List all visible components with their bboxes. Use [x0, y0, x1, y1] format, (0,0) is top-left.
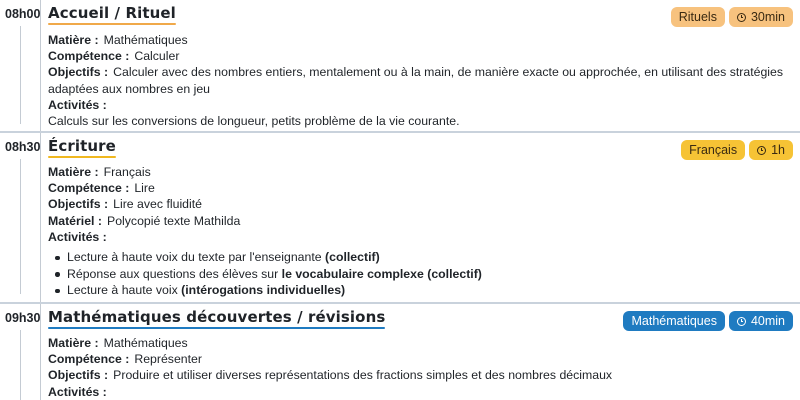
session-title[interactable]: Accueil / Rituel — [48, 4, 176, 22]
title-underline — [48, 327, 385, 329]
time-column — [0, 304, 40, 400]
subject-tag[interactable]: Français — [681, 140, 745, 160]
timeline-line — [20, 330, 21, 400]
session-card-ecriture[interactable] — [0, 133, 800, 302]
session-card-accueil[interactable] — [0, 0, 800, 132]
title-underline — [48, 23, 176, 25]
row-objectifs: Objectifs : Calculer avec des nombres entiers, mentalement ou à la main, de manière exacte ou approchée, en utilisant des stratégies adaptées aux nombres en jeu — [48, 65, 784, 96]
column-separator — [40, 304, 41, 400]
duration-tag[interactable]: 1h — [749, 140, 793, 160]
session-title[interactable]: Mathématiques découvertes / révisions — [48, 308, 385, 326]
activities-list — [48, 249, 792, 299]
activites-text: Calculs sur les conversions de longueur, petits problème de la vie courante. — [48, 114, 460, 129]
subject-tag[interactable]: Rituels — [671, 7, 725, 27]
session-details — [48, 335, 792, 400]
row-objectifs: Objectifs : Lire avec fluidité — [48, 197, 202, 212]
session-time: 08h30 — [5, 140, 41, 154]
row-matiere: Matière : Mathématiques — [48, 33, 188, 47]
row-activites: Activités : — [48, 384, 107, 399]
time-column — [0, 133, 40, 302]
session-details — [48, 164, 792, 299]
column-separator — [40, 0, 41, 132]
time-column — [0, 0, 40, 132]
row-competence: Compétence : Représenter — [48, 352, 202, 367]
list-item: Lecture à haute voix (intérogations individuelles) — [48, 282, 792, 299]
session-time: 08h00 — [5, 7, 41, 21]
row-competence: Compétence : Lire — [48, 181, 155, 196]
row-activites: Activités : — [48, 97, 107, 112]
row-activites: Activités : — [48, 229, 107, 244]
list-item: Lecture à haute voix du texte par l'enseignante (collectif) — [48, 249, 792, 266]
clock-icon — [737, 13, 746, 22]
duration-tag[interactable]: 30min — [729, 7, 793, 27]
column-separator — [40, 133, 41, 302]
session-tags — [623, 311, 793, 331]
row-materiel: Matériel : Polycopié texte Mathilda — [48, 213, 241, 228]
clock-icon — [757, 146, 766, 155]
session-title[interactable]: Écriture — [48, 137, 116, 155]
timeline-line — [20, 26, 21, 124]
duration-tag[interactable]: 40min — [729, 311, 793, 331]
list-item: Réponse aux questions des élèves sur le vocabulaire complexe (collectif) — [48, 266, 792, 283]
row-competence: Compétence : Calculer — [48, 49, 180, 64]
timeline-line — [20, 159, 21, 294]
session-details — [48, 32, 792, 129]
session-tags — [671, 7, 793, 27]
clock-icon — [737, 317, 746, 326]
session-card-mathematiques[interactable] — [0, 304, 800, 400]
row-matiere: Matière : Français — [48, 165, 151, 179]
title-underline — [48, 156, 116, 158]
session-tags — [681, 140, 793, 160]
session-time: 09h30 — [5, 311, 41, 325]
row-matiere: Matière : Mathématiques — [48, 336, 188, 350]
subject-tag[interactable]: Mathématiques — [623, 311, 724, 331]
row-objectifs: Objectifs : Produire et utiliser diverses représentations des fractions simples et des nombres décimaux — [48, 368, 613, 383]
